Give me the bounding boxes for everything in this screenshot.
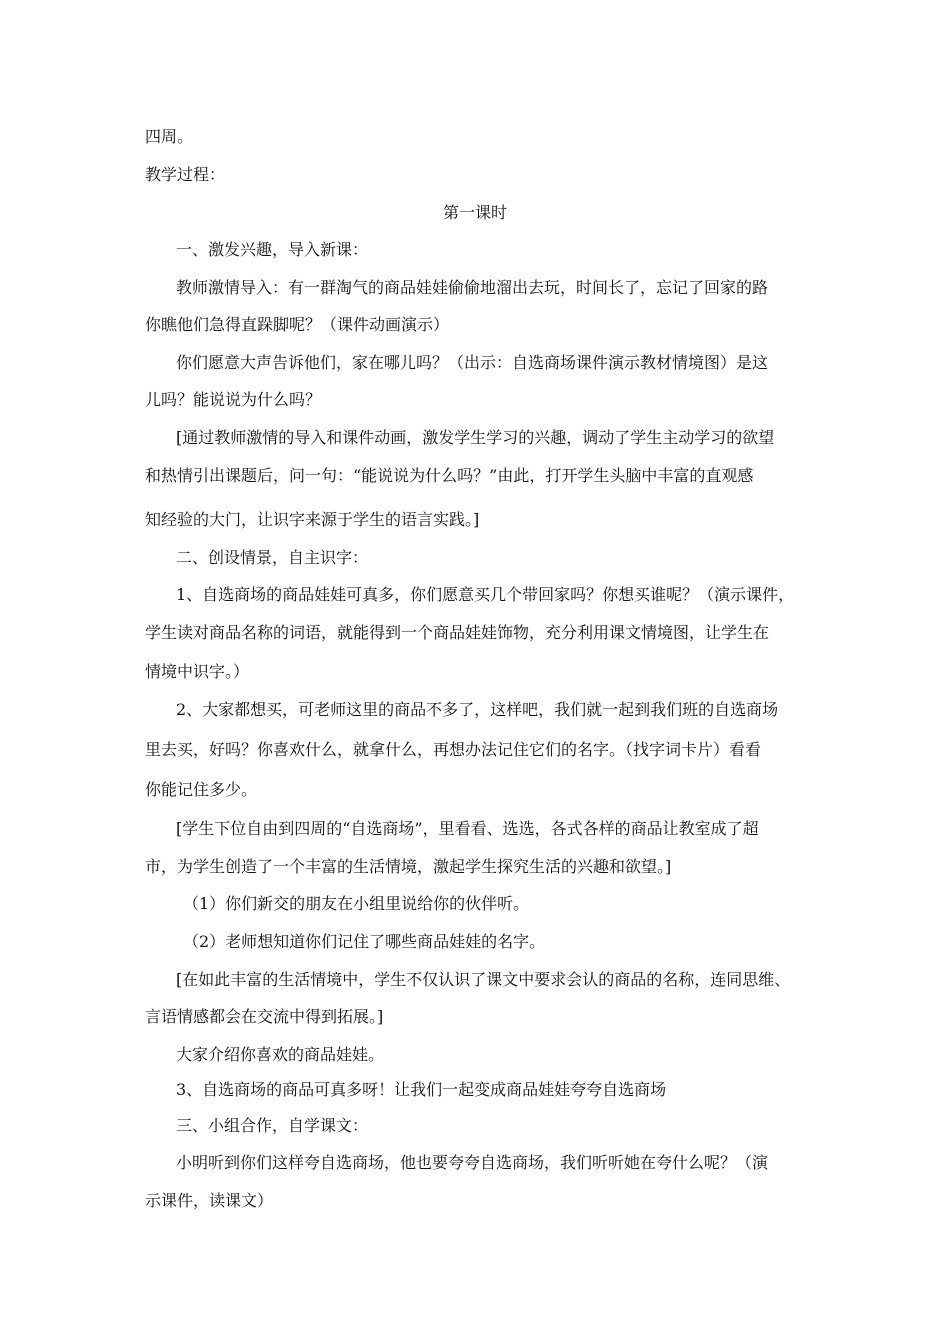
paragraph-line: 你能记住多少。 — [145, 780, 258, 799]
paragraph-line: 小明听到你们这样夸自选商场，他也要夸夸自选商场，我们听听她在夸什么呢？（演 — [176, 1153, 769, 1172]
paragraph-line: 和热情引出课题后，问一句：“能说说为什么吗？”由此，打开学生头脑中丰富的直观感 — [145, 466, 754, 485]
paragraph-line: 1、自选商场的商品娃娃可真多，你们愿意买几个带回家吗？你想买谁呢？（演示课件， — [176, 585, 795, 604]
paragraph-line: 儿吗？能说说为什么吗？ — [145, 390, 322, 409]
text-line: 教学过程： — [145, 165, 226, 184]
paragraph-line: 2、大家都想买，可老师这里的商品不多了，这样吧，我们就一起到我们班的自选商场 — [176, 700, 779, 719]
paragraph-line: [学生下位自由到四周的“自选商场”，里看看、选选，各式各样的商品让教室成了超 — [176, 819, 759, 838]
paragraph-line: 示课件，读课文） — [145, 1191, 274, 1210]
section-heading: 第一课时 — [442, 203, 507, 222]
paragraph-line: 教师激情导入：有一群淘气的商品娃娃偷偷地溜出去玩，时间长了，忘记了回家的路 — [176, 278, 769, 297]
list-item: （2）老师想知道你们记住了哪些商品娃娃的名字。 — [183, 932, 546, 951]
paragraph-line: 里去买，好吗？你喜欢什么，就拿什么，再想办法记住它们的名字。（找字词卡片）看看 — [145, 740, 762, 759]
paragraph-line: 你们愿意大声告诉他们，家在哪儿吗？（出示：自选商场课件演示教材情境图）是这 — [176, 353, 769, 372]
section-title: 二、创设情景，自主识字： — [176, 548, 369, 567]
paragraph-line: 知经验的大门，让识字来源于学生的语言实践。] — [145, 510, 480, 529]
paragraph-line: [在如此丰富的生活情境中，学生不仅认识了课文中要求会认的商品的名称，连同思维、 — [176, 970, 791, 989]
paragraph-line: 3、自选商场的商品可真多呀！让我们一起变成商品娃娃夸夸自选商场 — [176, 1080, 667, 1099]
text-line: 四周。 — [145, 127, 194, 146]
section-title: 一、激发兴趣，导入新课： — [176, 240, 369, 259]
paragraph-line: 市，为学生创造了一个丰富的生活情境，激起学生探究生活的兴趣和欲望。] — [145, 857, 672, 876]
paragraph-line: 你瞧他们急得直跺脚呢？（课件动画演示） — [145, 315, 450, 334]
section-title: 三、小组合作，自学课文： — [176, 1116, 369, 1135]
paragraph-line: 学生读对商品名称的词语，就能得到一个商品娃娃饰物，充分利用课文情境图，让学生在 — [145, 623, 770, 642]
paragraph-line: [通过教师激情的导入和课件动画，激发学生学习的兴趣，调动了学生主动学习的欲望 — [176, 428, 775, 447]
paragraph-line: 言语情感都会在交流中得到拓展。] — [145, 1007, 384, 1026]
paragraph-line: 大家介绍你喜欢的商品娃娃。 — [176, 1045, 385, 1064]
list-item: （1）你们新交的朋友在小组里说给你的伙伴听。 — [183, 894, 530, 913]
paragraph-line: 情境中识字。） — [145, 662, 250, 681]
